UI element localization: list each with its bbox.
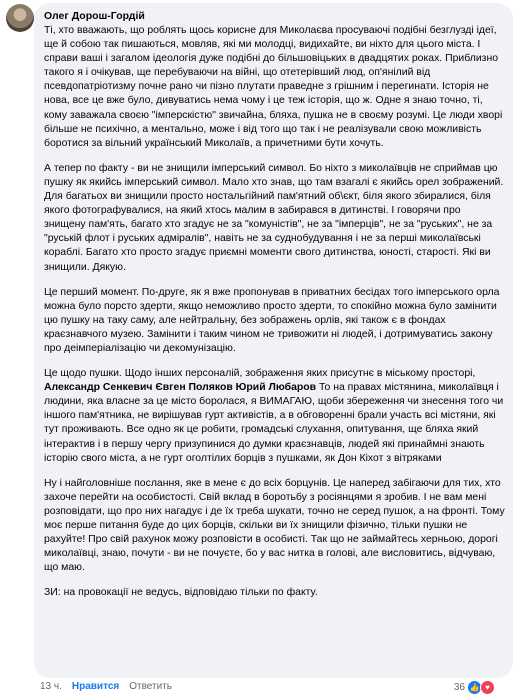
author-avatar[interactable]	[6, 4, 34, 32]
reply-button[interactable]: Ответить	[129, 681, 172, 692]
comment-actions	[40, 681, 172, 692]
comment-paragraph-2: А тепер по факту - ви не знищили імперський символ. Бо ніхто з миколаївців не сприймав цю пушку як якийсь імперський символ. Мало хто знав, що там взагалі є якийсь орел зображений. Для багатьох ви знищили просто ностальгійний пам'ятний об\єкт, біля якого збиралися, біля якого фотографувалися, на який хтось малим в забирався в дитинстві. І говорячи про знищену пам'ять, багато хто згадує не за "комуністів", не за "імперців", не за "руських", не за "руській флот і руських адміралів", навіть не за суднобудування і не за перші миколаївські кораблі. Багато хто просто згадує приємні моменти свого дитинства, юності, старості. Які ви знищили. Дякую.	[44, 162, 504, 273]
heart-icon: ♥	[480, 680, 495, 695]
reactions-summary[interactable]	[454, 680, 495, 695]
like-button[interactable]: Нравится	[71, 681, 120, 692]
comment-paragraph-6: ЗИ: на провокації не ведусь, відповідаю тільки по факту.	[44, 587, 318, 599]
reaction-count: 36	[453, 682, 465, 693]
thumbs-up-icon: 👍	[467, 680, 482, 695]
comment-bubble	[34, 3, 513, 678]
comment-paragraph-5: Ну і найголовніше послання, яке в мене є до всіх борцунів. Це наперед забігаючи для тих, хто захоче перейти на особистості. Свій вклад в боротьбу з росіянцями я зробив. І не вам мені розповідати, що про них нагадує і де їх треба шукати, точно не серед пушок, а на фронті. Тому моє перше питання буде до цих борців, скільки ви їх знищили фізично, тільки пушки не рахуйте! Про свій рахунок можу розповісти в особисті. Так що не займайтесь херньою, дорогі миколаївці, знаю, почути - ви не почуєте, бо у вас нитка в голові, але висловитись, відчуваю, що маю.	[44, 477, 505, 574]
tagged-names[interactable]: Александр Сенкевич Євген Поляков Юрий Любаров	[44, 382, 317, 394]
paragraph-4-rest: То на правах містянина, миколаївця і людини, яка власне за це місто боролася, я ВИМАГАЮ, щоби збереження чи знесення того чи іншого пам'ятника, не вирішував гурт активістів, а в обговоренні брали участь всі містяни, які тут проживають. Все одно як це робити, громадські слухання, опитування, ще бляха який інтерактив і в першу чергу призупинися до думки краєзнавців, людей які принаймні знають історію свого міста, а не гурт оголтілих борців з пушками, як Дон Кіхот з вітряками	[44, 382, 504, 464]
comment-paragraph-4	[44, 367, 505, 466]
paragraph-4-intro: Це щодо пушки. Щодо інших персоналій, зображення яких присутнє в міському просторі,	[44, 368, 476, 380]
comment-timestamp[interactable]: 13 ч.	[40, 681, 62, 692]
comment-paragraph-1: Ті, хто вважають, що роблять щось корисне для Миколаєва просуваючі подібні безглузді ідеї, ще й собою так пишаються, мовляв, які ми молодці, видихайте, ви ніхто для цього міста. І справи ваші і загалом ідеологія дуже подібні до більшовіцьких в двадцятих роках. Приблизно такого я і очікував, ще перебуваючи на війні, що отетерівший люд, оп'янілий від псевдопатріотизму почне рано чи пізно плутати праведне з грішним і перегинати. Історія не нова, все це вже було, дивуватись нема чому і це теж історія, що ж. Одне я знаю точно, ті, кому заважала своєю "імперскістю" звичайна, бляха, пушка не в своєму розумі. Це люди хворі більше не психічно, а ментально, може і від того що так і не реалізували свою можливість боротися за вільний український Миколаїв, а причетними бути хочуть.	[44, 25, 503, 149]
comment-paragraph-3: Це перший момент. По-друге, як я вже пропонував в приватних бесідах того імперського орла можна було порсто здерти, якщо неможливо просто здерти, то спокійно можна було замінити цю пушку на таку саму, але нейтральну, без зображень орлів, які також є в фондах краєзнавчого музею. Замінити і таким чином не тривожити ні людей, і дотримуватись закону про деімперіалізацію чи декомунізацію.	[44, 286, 500, 354]
author-name[interactable]: Олег Дорош-Гордій	[44, 10, 145, 22]
